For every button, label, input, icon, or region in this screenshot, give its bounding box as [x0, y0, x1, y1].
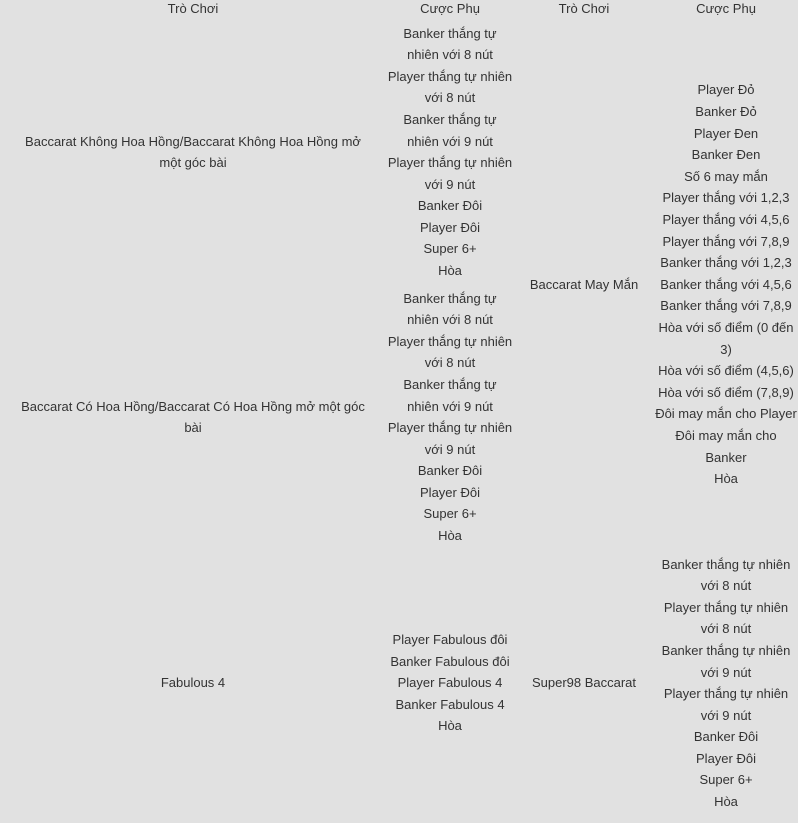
side-bet-item: Player thắng với 4,5,6 [662, 212, 790, 228]
side-bet-item: Player thắng với 7,8,9 [662, 233, 790, 249]
side-bet-item: Player thắng tự nhiên với 8 nút [663, 599, 789, 637]
side-bet-item: Banker thắng với 4,5,6 [660, 276, 792, 292]
header-row [0, 0, 798, 20]
side-bet-item: Hòa [714, 471, 738, 487]
side-bet-item: Banker thắng với 7,8,9 [660, 298, 792, 314]
side-bet-item: Player thắng tự nhiên với 8 nút [387, 68, 513, 106]
side-bet-list [654, 20, 798, 550]
side-bet-item: Banker Đôi [693, 729, 759, 745]
side-bet-item: Banker Đôi [417, 463, 483, 479]
side-bet-item: Hòa với số điểm (0 đến 3) [658, 319, 794, 357]
side-bet-item: Banker thắng tự nhiên với 8 nút [403, 25, 497, 63]
side-bet-list [386, 20, 514, 285]
side-bet-item: Player thắng tự nhiên với 9 nút [387, 420, 513, 457]
header-game-left: Trò Chơi [167, 1, 219, 16]
game-name: Super98 Baccarat [531, 675, 637, 691]
side-bet-item: Player Đôi [420, 484, 480, 500]
side-bet-item: Đôi may mắn cho Banker [675, 427, 777, 465]
side-bet-item: Super 6+ [423, 241, 477, 257]
table-row [0, 20, 798, 285]
side-bet-item: Player thắng tự nhiên với 9 nút [663, 686, 789, 723]
side-bet-item: Hòa với số điểm (4,5,6) [658, 363, 794, 379]
game-name: Fabulous 4 [160, 675, 226, 691]
side-bet-item: Số 6 may mắn [684, 168, 768, 184]
side-bet-item: Player Fabulous đôi [392, 632, 508, 648]
side-bet-item: Banker Đỏ [695, 104, 757, 120]
side-bet-item: Banker thắng tự nhiên với 8 nút [661, 556, 791, 594]
side-bet-item: Hòa [438, 528, 462, 544]
header-side-bet-right: Cược Phụ [696, 1, 756, 16]
game-name: Baccarat Không Hoa Hồng/Baccarat Không Hoa Hồng mở một góc bài [25, 133, 361, 171]
side-bet-item: Banker Đôi [417, 198, 483, 214]
side-bet-list [386, 550, 514, 817]
side-bet-item: Hòa [714, 794, 738, 810]
side-bet-item: Banker Fabulous 4 [395, 696, 505, 712]
side-bet-item: Player Đen [693, 125, 759, 141]
side-bet-item: Đôi may mắn cho Player [655, 406, 797, 422]
side-bet-item: Banker thắng tự nhiên với 8 nút [403, 290, 497, 328]
header-game-right: Trò Chơi [558, 1, 610, 16]
side-bet-item: Banker thắng tự nhiên với 9 nút [403, 111, 497, 149]
side-bet-item: Player thắng tự nhiên với 9 nút [387, 155, 513, 192]
side-bet-item: Hòa [438, 718, 462, 734]
side-bet-item: Banker Đen [691, 147, 761, 163]
side-bet-item: Player Fabulous 4 [397, 675, 503, 691]
side-bet-item: Super 6+ [423, 506, 477, 522]
game-name: Baccarat May Mắn [529, 276, 639, 292]
side-bet-item: Player thắng với 1,2,3 [662, 190, 790, 206]
side-bet-item: Player Đôi [420, 219, 480, 235]
side-bet-item: Player Đôi [696, 750, 756, 766]
side-bet-item: Player Đỏ [697, 82, 755, 98]
side-bet-item: Player thắng tự nhiên với 8 nút [387, 333, 513, 371]
side-bet-item: Banker thắng với 1,2,3 [660, 255, 792, 271]
game-name: Baccarat Có Hoa Hồng/Baccarat Có Hoa Hồng mở một góc bài [21, 398, 365, 436]
side-bet-list [386, 285, 514, 550]
side-bet-item: Banker Fabulous đôi [390, 653, 510, 669]
side-bet-item: Banker thắng tự nhiên với 9 nút [661, 642, 791, 680]
side-bet-item: Super 6+ [699, 772, 753, 788]
side-bet-item: Hòa với số điểm (7,8,9) [658, 384, 794, 400]
header-side-bet-left: Cược Phụ [420, 1, 480, 16]
side-bet-item: Banker thắng tự nhiên với 9 nút [403, 376, 497, 414]
table-row [0, 550, 798, 817]
side-bet-list [654, 550, 798, 817]
side-bet-item: Hòa [438, 263, 462, 279]
